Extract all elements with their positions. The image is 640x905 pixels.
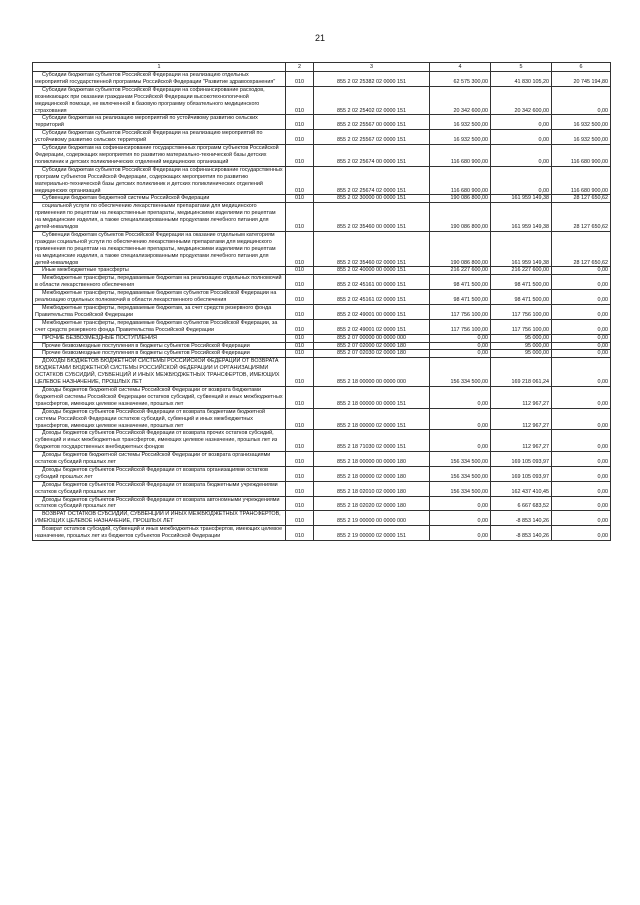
- row-value-4-cell: 16 932 500,00: [430, 130, 491, 145]
- row-code-cell: 010: [286, 72, 314, 87]
- row-name-text: Иные межбюджетные трансферты: [42, 267, 129, 274]
- row-name-cell: [33, 231, 286, 267]
- row-name-text: Доходы бюджетов бюджетной системы Российской Федерации от возврата организациями остатков субсидий прошлых лет: [35, 452, 271, 466]
- row-name-cell: [33, 481, 286, 496]
- row-code-cell: 010: [286, 496, 314, 511]
- row-value-5-cell: 117 756 100,00: [491, 305, 552, 320]
- row-code-cell: 010: [286, 466, 314, 481]
- row-code-cell: 010: [286, 511, 314, 526]
- row-code-cell: 010: [286, 195, 314, 203]
- row-value-4-cell: 156 334 500,00: [430, 358, 491, 387]
- row-value-5-cell: 95 000,00: [491, 334, 552, 342]
- row-value-6-cell: 0,00: [552, 334, 611, 342]
- table-row: [33, 481, 611, 496]
- row-code-cell: 010: [286, 305, 314, 320]
- row-value-4-cell: 0,00: [430, 496, 491, 511]
- row-value-6-cell: 0,00: [552, 358, 611, 387]
- row-value-5-cell: 162 437 410,45: [491, 481, 552, 496]
- row-value-4-cell: 190 086 800,00: [430, 195, 491, 203]
- row-value-6-cell: 0,00: [552, 86, 611, 115]
- row-name-text: Возврат остатков субсидий, субвенций и иных межбюджетных трансфертов, имеющих целевое назначение, прошлых лет из бюджетов субъектов Российской Федерации: [35, 526, 283, 540]
- row-value-5-cell: 169 105 093,97: [491, 452, 552, 467]
- row-code-cell: 010: [286, 481, 314, 496]
- table-row: [33, 430, 611, 452]
- row-value-6-cell: 28 127 650,62: [552, 203, 611, 232]
- row-code-cell: 010: [286, 408, 314, 430]
- row-name-text: Субсидии бюджетам субъектов Российской Федерации на софинансирование расходов, возникающих при оказании гражданам Российской Федерации высокотехнологичной медицинской помощи, не включенной в базовую программу обязательного медицинского страхования: [35, 86, 265, 114]
- row-value-6-cell: 20 745 194,80: [552, 72, 611, 87]
- row-value-5-cell: 0,00: [491, 115, 552, 130]
- row-value-4-cell: 0,00: [430, 334, 491, 342]
- row-kbk-cell: 855 2 18 00000 00 0000 000: [314, 358, 430, 387]
- row-value-6-cell: 0,00: [552, 452, 611, 467]
- row-value-6-cell: 0,00: [552, 466, 611, 481]
- row-code-cell: 010: [286, 358, 314, 387]
- row-kbk-cell: 855 2 02 45161 02 0000 151: [314, 290, 430, 305]
- row-value-5-cell: 161 959 149,38: [491, 195, 552, 203]
- row-value-4-cell: 0,00: [430, 526, 491, 541]
- row-value-4-cell: 16 932 500,00: [430, 115, 491, 130]
- row-kbk-cell: 855 2 07 00000 00 0000 000: [314, 334, 430, 342]
- table-row: [33, 350, 611, 358]
- row-value-5-cell: -8 853 140,26: [491, 526, 552, 541]
- row-code-cell: 010: [286, 275, 314, 290]
- row-code-cell: 010: [286, 203, 314, 232]
- table-row: [33, 496, 611, 511]
- row-value-5-cell: 0,00: [491, 166, 552, 195]
- row-name-text: Межбюджетные трансферты, передаваемые бюджетам на реализацию отдельных полномочий в области лекарственного обеспечения: [35, 275, 282, 289]
- row-value-4-cell: 156 334 500,00: [430, 452, 491, 467]
- row-kbk-cell: 855 2 02 25674 02 0000 151: [314, 166, 430, 195]
- row-kbk-cell: 855 2 02 25674 00 0000 151: [314, 145, 430, 167]
- row-name-text: Субвенции бюджетам бюджетной системы Российской Федерации: [42, 195, 210, 202]
- row-code-cell: 010: [286, 290, 314, 305]
- row-value-6-cell: 0,00: [552, 267, 611, 275]
- row-kbk-cell: 855 2 18 02020 02 0000 180: [314, 496, 430, 511]
- row-value-5-cell: 95 000,00: [491, 342, 552, 350]
- row-name-cell: [33, 526, 286, 541]
- row-code-cell: 010: [286, 350, 314, 358]
- row-name-cell: [33, 452, 286, 467]
- row-value-5-cell: 95 000,00: [491, 350, 552, 358]
- table-row: [33, 195, 611, 203]
- column-header: 6: [552, 63, 611, 72]
- row-value-4-cell: 117 756 100,00: [430, 305, 491, 320]
- table-row: [33, 466, 611, 481]
- row-kbk-cell: 855 2 18 02010 02 0000 180: [314, 481, 430, 496]
- row-code-cell: 010: [286, 430, 314, 452]
- row-kbk-cell: 855 2 18 00000 02 0000 180: [314, 466, 430, 481]
- row-value-4-cell: 0,00: [430, 350, 491, 358]
- row-value-6-cell: 0,00: [552, 350, 611, 358]
- row-value-6-cell: 116 680 900,00: [552, 166, 611, 195]
- row-name-text: социальной услуги по обеспечению лекарственными препаратами для медицинского применения по рецептам на лекарственные препараты, медицинскими изделиями по рецептам на медицинские изделия, а также специализированными продуктами лечебного питания для детей-инвалидов: [35, 203, 276, 231]
- column-header: 4: [430, 63, 491, 72]
- table-row: [33, 342, 611, 350]
- row-name-text: Субвенции бюджетам субъектов Российской Федерации на оказание отдельным категориям граждан социальной услуги по обеспечению лекарственными препаратами для медицинского применения по рецептам на лекарственные препараты, медицинскими изделиями по рецептам на медицинские изделия, а также специализированными продуктами лечебного питания для детей-инвалидов: [35, 231, 276, 266]
- row-kbk-cell: 855 2 18 71030 02 0000 151: [314, 430, 430, 452]
- column-header: 2: [286, 63, 314, 72]
- row-kbk-cell: 855 2 07 02030 02 0000 180: [314, 350, 430, 358]
- row-name-cell: [33, 319, 286, 334]
- row-kbk-cell: 855 2 02 25382 02 0000 151: [314, 72, 430, 87]
- row-value-4-cell: 0,00: [430, 511, 491, 526]
- budget-table: [32, 62, 611, 541]
- row-value-6-cell: 28 127 650,62: [552, 195, 611, 203]
- row-kbk-cell: 855 2 02 25567 00 0000 151: [314, 115, 430, 130]
- row-value-4-cell: 98 471 500,00: [430, 290, 491, 305]
- row-name-text: Субсидии бюджетам на реализацию мероприятий по устойчивому развитию сельских территорий: [35, 115, 258, 129]
- row-name-cell: [33, 466, 286, 481]
- row-code-cell: 010: [286, 334, 314, 342]
- row-name-text: Межбюджетные трансферты, передаваемые бюджетам субъектов Российской Федерации, за счет средств резервного фонда Правительства Российской Федерации: [35, 319, 278, 333]
- row-name-cell: [33, 290, 286, 305]
- table-row: [33, 275, 611, 290]
- row-value-6-cell: 16 932 500,00: [552, 130, 611, 145]
- row-kbk-cell: 855 2 18 00000 00 0000 151: [314, 386, 430, 408]
- table-row: [33, 358, 611, 387]
- row-value-5-cell: 0,00: [491, 130, 552, 145]
- row-value-6-cell: 0,00: [552, 430, 611, 452]
- row-value-4-cell: 156 334 500,00: [430, 466, 491, 481]
- row-value-6-cell: 0,00: [552, 342, 611, 350]
- row-name-cell: [33, 305, 286, 320]
- table-row: [33, 166, 611, 195]
- row-value-5-cell: 169 218 061,24: [491, 358, 552, 387]
- row-code-cell: 010: [286, 319, 314, 334]
- row-code-cell: 010: [286, 526, 314, 541]
- row-name-cell: [33, 145, 286, 167]
- table-row: [33, 86, 611, 115]
- row-name-cell: [33, 408, 286, 430]
- row-code-cell: 010: [286, 342, 314, 350]
- row-kbk-cell: 855 2 02 49001 00 0000 151: [314, 305, 430, 320]
- table-row: [33, 115, 611, 130]
- row-value-4-cell: 190 086 800,00: [430, 231, 491, 267]
- row-kbk-cell: 855 2 02 25567 02 0000 151: [314, 130, 430, 145]
- table-row: [33, 334, 611, 342]
- row-value-5-cell: 6 667 683,52: [491, 496, 552, 511]
- page-number: 21: [314, 33, 325, 43]
- column-header: 3: [314, 63, 430, 72]
- row-kbk-cell: 855 2 07 02000 02 0000 180: [314, 342, 430, 350]
- row-value-5-cell: 112 967,27: [491, 386, 552, 408]
- row-name-cell: [33, 267, 286, 275]
- row-name-cell: [33, 430, 286, 452]
- row-value-6-cell: 0,00: [552, 408, 611, 430]
- row-value-4-cell: 62 575 300,00: [430, 72, 491, 87]
- row-code-cell: 010: [286, 386, 314, 408]
- table-row: [33, 145, 611, 167]
- row-value-6-cell: 0,00: [552, 511, 611, 526]
- row-value-6-cell: 0,00: [552, 496, 611, 511]
- row-value-6-cell: 16 932 500,00: [552, 115, 611, 130]
- row-kbk-cell: 855 2 02 40000 00 0000 151: [314, 267, 430, 275]
- row-value-4-cell: 0,00: [430, 386, 491, 408]
- row-value-5-cell: 161 959 149,38: [491, 203, 552, 232]
- row-value-5-cell: -8 853 140,26: [491, 511, 552, 526]
- row-name-cell: [33, 496, 286, 511]
- row-code-cell: 010: [286, 267, 314, 275]
- row-name-text: Прочие безвозмездные поступления в бюджеты субъектов Российской Федерации: [42, 350, 250, 357]
- row-code-cell: 010: [286, 452, 314, 467]
- row-name-cell: [33, 334, 286, 342]
- row-value-6-cell: 0,00: [552, 319, 611, 334]
- row-name-text: Субсидии бюджетам субъектов Российской Федерации на реализацию мероприятий по устойчивому развитию сельских территорий: [35, 130, 263, 144]
- row-name-text: Доходы бюджетов субъектов Российской Федерации от возврата организациями остатков субсидий прошлых лет: [35, 466, 269, 480]
- row-value-5-cell: 112 967,27: [491, 430, 552, 452]
- row-kbk-cell: 855 2 18 00000 00 0000 180: [314, 452, 430, 467]
- table-row: [33, 511, 611, 526]
- row-value-4-cell: 117 756 100,00: [430, 319, 491, 334]
- row-value-6-cell: 0,00: [552, 481, 611, 496]
- table-row: [33, 72, 611, 87]
- row-name-text: ВОЗВРАТ ОСТАТКОВ СУБСИДИЙ, СУБВЕНЦИЙ И ИНЫХ МЕЖБЮДЖЕТНЫХ ТРАНСФЕРТОВ, ИМЕЮЩИХ ЦЕЛЕВОЕ НАЗНАЧЕНИЕ, ПРОШЛЫХ ЛЕТ: [35, 511, 281, 525]
- row-value-5-cell: 216 227 600,00: [491, 267, 552, 275]
- row-kbk-cell: 855 2 19 00000 02 0000 151: [314, 526, 430, 541]
- table-row: [33, 452, 611, 467]
- row-name-text: Доходы бюджетов субъектов Российской Федерации от возврата бюджетными учреждениями остатков субсидий прошлых лет: [35, 481, 278, 495]
- row-value-6-cell: 0,00: [552, 290, 611, 305]
- row-name-cell: [33, 195, 286, 203]
- row-value-6-cell: 0,00: [552, 386, 611, 408]
- row-value-4-cell: 116 680 900,00: [430, 166, 491, 195]
- row-kbk-cell: 855 2 02 35460 02 0000 151: [314, 231, 430, 267]
- row-name-text: Прочие безвозмездные поступления в бюджеты субъектов Российской Федерации: [42, 342, 250, 349]
- row-value-4-cell: 98 471 500,00: [430, 275, 491, 290]
- row-name-cell: [33, 115, 286, 130]
- row-name-cell: [33, 203, 286, 232]
- row-name-cell: [33, 275, 286, 290]
- row-value-4-cell: 0,00: [430, 408, 491, 430]
- row-kbk-cell: 855 2 02 35460 00 0000 151: [314, 203, 430, 232]
- row-name-text: Межбюджетные трансферты, передаваемые бюджетам субъектов Российской Федерации на реализацию отдельных полномочий в области лекарственного обеспечения: [35, 290, 277, 304]
- row-value-5-cell: 169 105 093,97: [491, 466, 552, 481]
- row-value-5-cell: 161 959 149,38: [491, 231, 552, 267]
- row-value-6-cell: 0,00: [552, 305, 611, 320]
- row-name-cell: [33, 358, 286, 387]
- row-name-text: Доходы бюджетов субъектов Российской Федерации от возврата бюджетами бюджетной системы Российской Федерации остатков субсидий, субвенций и иных межбюджетных трансфертов, имеющих целевое назначение, прошлых лет: [35, 408, 266, 429]
- row-kbk-cell: 855 2 02 49001 02 0000 151: [314, 319, 430, 334]
- table-row: [33, 408, 611, 430]
- row-value-5-cell: 20 342 600,00: [491, 86, 552, 115]
- table-row: [33, 319, 611, 334]
- table-row: [33, 203, 611, 232]
- column-header: 5: [491, 63, 552, 72]
- row-name-cell: [33, 72, 286, 87]
- row-value-5-cell: 117 756 100,00: [491, 319, 552, 334]
- row-name-text: Доходы бюджетов субъектов Российской Федерации от возврата прочих остатков субсидий, субвенций и иных межбюджетных трансфертов, имеющих целевое назначение, прошлых лет из бюджетов государственных внебюджетных фондов: [35, 430, 278, 451]
- row-name-text: Субсидии бюджетам субъектов Российской Федерации на реализацию отдельных мероприятий государственной программы Российской Федерации "Развитие здравоохранения": [35, 72, 276, 85]
- row-code-cell: 010: [286, 166, 314, 195]
- row-value-4-cell: 20 342 600,00: [430, 86, 491, 115]
- table-row: [33, 290, 611, 305]
- row-value-5-cell: 98 471 500,00: [491, 275, 552, 290]
- row-name-text: ДОХОДЫ БЮДЖЕТОВ БЮДЖЕТНОЙ СИСТЕМЫ РОССИЙСКОЙ ФЕДЕРАЦИИ ОТ ВОЗВРАТА БЮДЖЕТАМИ БЮДЖЕТНОЙ СИСТЕМЫ РОССИЙСКОЙ ФЕДЕРАЦИИ И ОРГАНИЗАЦИЯМИ ОСТАТКОВ СУБСИДИЙ, СУБВЕНЦИЙ И ИНЫХ МЕЖБЮДЖЕТНЫХ ТРАНСФЕРТОВ, ИМЕЮЩИХ ЦЕЛЕВОЕ НАЗНАЧЕНИЕ, ПРОШЛЫХ ЛЕТ: [35, 358, 280, 386]
- row-code-cell: 010: [286, 115, 314, 130]
- row-value-6-cell: 0,00: [552, 275, 611, 290]
- row-kbk-cell: 855 2 02 45161 00 0000 151: [314, 275, 430, 290]
- row-name-text: Доходы бюджетов субъектов Российской Федерации от возврата автономными учреждениями остатков субсидий прошлых лет: [35, 496, 280, 510]
- row-name-cell: [33, 511, 286, 526]
- row-value-5-cell: 41 830 105,20: [491, 72, 552, 87]
- row-name-text: Доходы бюджетов бюджетной системы Российской Федерации от возврата бюджетами бюджетной системы Российской Федерации остатков субсидий, субвенций и иных межбюджетных трансфертов, имеющих целевое назначение, прошлых лет: [35, 386, 283, 407]
- row-code-cell: 010: [286, 145, 314, 167]
- table-row: [33, 231, 611, 267]
- row-name-cell: [33, 166, 286, 195]
- row-name-text: Межбюджетные трансферты, передаваемые бюджетам, за счет средств резервного фонда Правительства Российской Федерации: [35, 305, 272, 318]
- row-code-cell: 010: [286, 130, 314, 145]
- table-row: [33, 526, 611, 541]
- row-name-cell: [33, 130, 286, 145]
- table-row: [33, 267, 611, 275]
- table-body: [33, 72, 611, 541]
- row-name-cell: [33, 350, 286, 358]
- row-value-4-cell: 216 227 600,00: [430, 267, 491, 275]
- row-name-text: Субсидии бюджетам на софинансирование государственных программ субъектов Российской Федерации, содержащих мероприятия по развитию материально-технической базы детских поликлиник и детских поликлинических отделений медицинских организаций: [35, 145, 279, 165]
- table-row: [33, 386, 611, 408]
- header-row: [33, 63, 611, 72]
- row-value-6-cell: 28 127 650,62: [552, 231, 611, 267]
- row-name-cell: [33, 342, 286, 350]
- column-header: 1: [33, 63, 286, 72]
- row-value-4-cell: 156 334 500,00: [430, 481, 491, 496]
- row-kbk-cell: 855 2 02 30000 00 0000 151: [314, 195, 430, 203]
- row-kbk-cell: 855 2 02 25402 02 0000 151: [314, 86, 430, 115]
- table-row: [33, 305, 611, 320]
- row-name-cell: [33, 86, 286, 115]
- table-row: [33, 130, 611, 145]
- row-value-5-cell: 98 471 500,00: [491, 290, 552, 305]
- row-value-4-cell: 0,00: [430, 342, 491, 350]
- row-code-cell: 010: [286, 231, 314, 267]
- row-value-4-cell: 190 086 800,00: [430, 203, 491, 232]
- row-kbk-cell: 855 2 19 00000 00 0000 000: [314, 511, 430, 526]
- row-value-6-cell: 116 680 900,00: [552, 145, 611, 167]
- row-name-cell: [33, 386, 286, 408]
- row-kbk-cell: 855 2 18 00000 02 0000 151: [314, 408, 430, 430]
- row-value-5-cell: 0,00: [491, 145, 552, 167]
- row-name-text: Субсидии бюджетам субъектов Российской Федерации на софинансирование государственных программ субъектов Российской Федерации, содержащих мероприятия по развитию материально-технической базы детских поликлиник и детских поликлинических отделений медицинских организаций: [35, 166, 283, 194]
- row-value-5-cell: 112 967,27: [491, 408, 552, 430]
- row-code-cell: 010: [286, 86, 314, 115]
- row-value-4-cell: 0,00: [430, 430, 491, 452]
- row-value-4-cell: 116 680 900,00: [430, 145, 491, 167]
- row-name-text: ПРОЧИЕ БЕЗВОЗМЕЗДНЫЕ ПОСТУПЛЕНИЯ: [42, 334, 157, 341]
- row-value-6-cell: 0,00: [552, 526, 611, 541]
